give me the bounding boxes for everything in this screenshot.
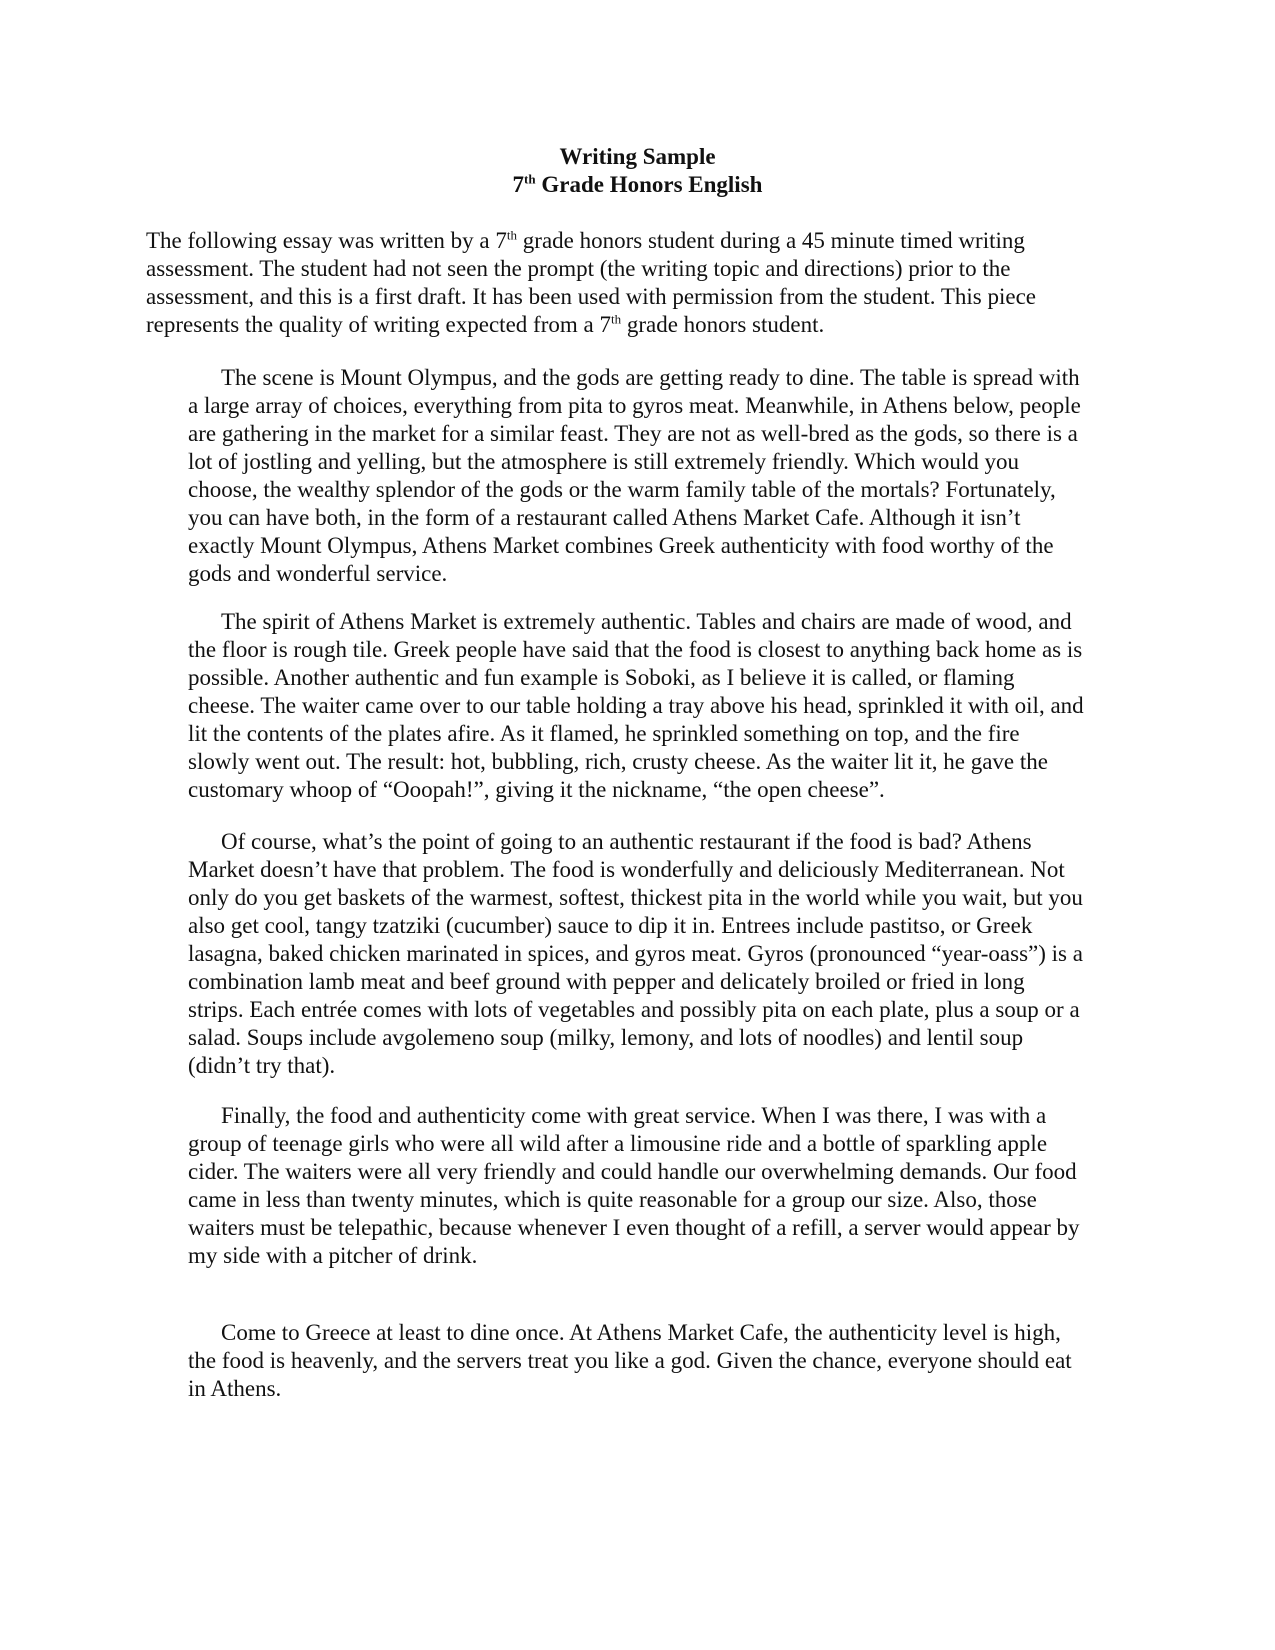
document-subtitle: [0, 171, 1275, 199]
essay-paragraph-1: [188, 364, 1148, 588]
essay-line: Finally, the food and authenticity come with great service. When I was there, I was with a: [221, 1103, 1047, 1128]
essay-line: Market doesn’t have that problem. The food is wonderfully and deliciously Mediterranean. Not: [188, 857, 1065, 882]
essay-line: The scene is Mount Olympus, and the gods are getting ready to dine. The table is spread with: [221, 365, 1080, 390]
intro-line: [146, 227, 1146, 255]
essay-line: came in less than twenty minutes, which is quite reasonable for a group our size. Also, those: [188, 1187, 1037, 1212]
essay-line: Of course, what’s the point of going to an authentic restaurant if the food is bad? Athens: [221, 829, 1032, 854]
essay-paragraph-4: [188, 1102, 1148, 1270]
intro-line-text: grade honors student.: [621, 312, 825, 337]
ordinal-suffix: th: [610, 311, 622, 327]
essay-line: customary whoop of “Ooopah!”, giving it the nickname, “the open cheese”.: [188, 777, 885, 802]
essay-line: lasagna, baked chicken marinated in spices, and gyros meat. Gyros (pronounced “year-oass”) is a: [188, 941, 1083, 966]
essay-line: exactly Mount Olympus, Athens Market combines Greek authenticity with food worthy of the: [188, 533, 1054, 558]
essay-line: (didn’t try that).: [188, 1053, 336, 1078]
essay-line: Come to Greece at least to dine once. At Athens Market Cafe, the authenticity level is high,: [221, 1320, 1061, 1345]
essay-line: possible. Another authentic and fun example is Soboki, as I believe it is called, or flaming: [188, 665, 1015, 690]
intro-line: [146, 311, 1146, 339]
essay-line: waiters must be telepathic, because whenever I even thought of a refill, a server would appear by: [188, 1215, 1080, 1240]
intro-line-text: represents the quality of writing expected from a 7: [146, 312, 611, 337]
essay-line: cheese. The waiter came over to our table holding a tray above his head, sprinkled it with oil, and: [188, 693, 1084, 718]
essay-line: gods and wonderful service.: [188, 561, 448, 586]
essay-line: only do you get baskets of the warmest, softest, thickest pita in the world while you wait, but you: [188, 885, 1083, 910]
essay-paragraph-3: [188, 828, 1148, 1080]
essay-line: the food is heavenly, and the servers treat you like a god. Given the chance, everyone should eat: [188, 1348, 1072, 1373]
document-title: Writing Sample: [559, 144, 716, 169]
essay-line: are gathering in the market for a similar feast. They are not as well-bred as the gods, so there is a: [188, 421, 1078, 446]
intro-line-text: The following essay was written by a 7: [146, 228, 507, 253]
essay-line: cider. The waiters were all very friendly and could handle our overwhelming demands. Our food: [188, 1159, 1077, 1184]
ordinal-suffix: th: [506, 227, 518, 243]
subtitle-ordinal-suffix: th: [524, 171, 536, 187]
essay-line: group of teenage girls who were all wild after a limousine ride and a bottle of sparkling apple: [188, 1131, 1048, 1156]
essay-line: lit the contents of the plates afire. As it flamed, he sprinkled something on top, and the fire: [188, 721, 1020, 746]
title-block: [0, 143, 1275, 199]
intro-line-text: grade honors student during a 45 minute timed writing: [517, 228, 1025, 253]
essay-line: in Athens.: [188, 1376, 282, 1401]
intro-paragraph: [146, 227, 1146, 339]
subtitle-grade-number: 7: [512, 172, 525, 197]
essay-line: The spirit of Athens Market is extremely authentic. Tables and chairs are made of wood, and: [221, 609, 1072, 634]
essay-line: slowly went out. The result: hot, bubbling, rich, crusty cheese. As the waiter lit it, he gave the: [188, 749, 1048, 774]
essay-line: also get cool, tangy tzatziki (cucumber) sauce to dip it in. Entrees include pastitso, or Greek: [188, 913, 1033, 938]
essay-line: strips. Each entrée comes with lots of vegetables and possibly pita on each plate, plus a soup or a: [188, 997, 1080, 1022]
essay-line: my side with a pitcher of drink.: [188, 1243, 478, 1268]
essay-line: the floor is rough tile. Greek people have said that the food is closest to anything back home as is: [188, 637, 1083, 662]
essay-line: you can have both, in the form of a restaurant called Athens Market Cafe. Although it isn’t: [188, 505, 1021, 530]
essay-line: salad. Soups include avgolemeno soup (milky, lemony, and lots of noodles) and lentil soup: [188, 1025, 1024, 1050]
intro-line: assessment. The student had not seen the prompt (the writing topic and directions) prior to the: [146, 256, 1011, 281]
essay-line: lot of jostling and yelling, but the atmosphere is still extremely friendly. Which would you: [188, 449, 1020, 474]
essay-line: choose, the wealthy splendor of the gods or the warm family table of the mortals? Fortunately,: [188, 477, 1056, 502]
essay-line: combination lamb meat and beef ground with pepper and delicately broiled or fried in long: [188, 969, 1025, 994]
intro-line: assessment, and this is a first draft. It has been used with permission from the student. This piece: [146, 284, 1037, 309]
essay-line: a large array of choices, everything from pita to gyros meat. Meanwhile, in Athens below, people: [188, 393, 1081, 418]
essay-paragraph-5: [188, 1319, 1148, 1403]
subtitle-text: Grade Honors English: [535, 172, 763, 197]
essay-paragraph-2: [188, 608, 1148, 804]
